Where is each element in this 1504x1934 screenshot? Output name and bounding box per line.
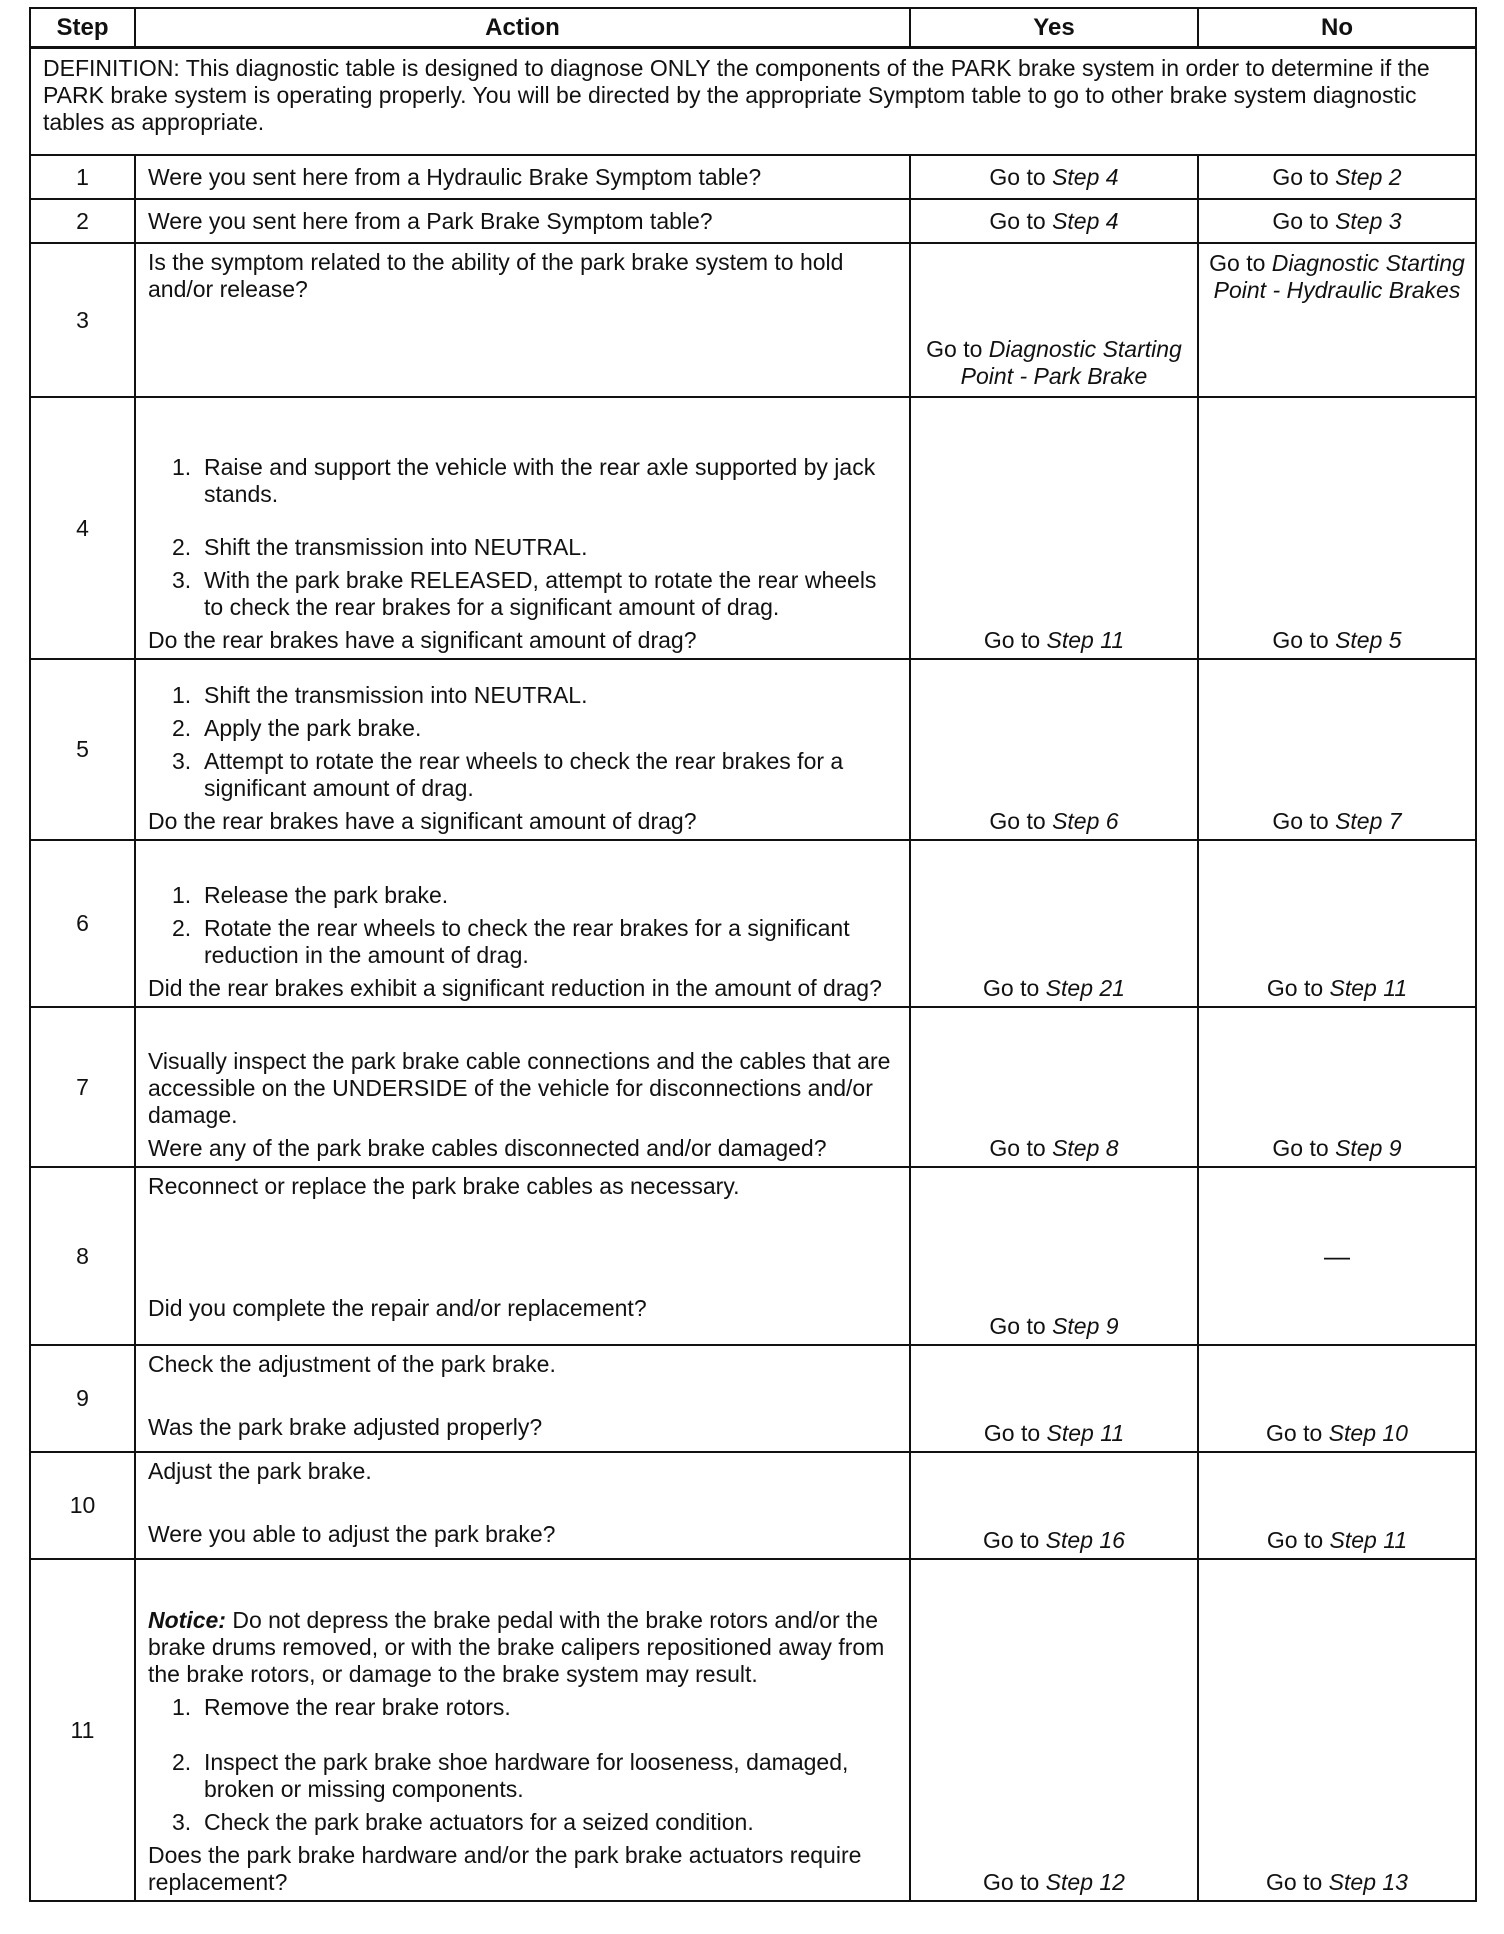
list-item bbox=[148, 715, 897, 742]
item-number: 3. bbox=[172, 748, 192, 774]
action-cell bbox=[135, 397, 910, 659]
no-target: Diagnostic Starting Point - Hydraulic Brakes bbox=[1213, 250, 1465, 303]
item-text: Remove the rear brake rotors. bbox=[204, 1694, 511, 1720]
action-question: Were you sent here from a Hydraulic Brake Symptom table? bbox=[135, 155, 910, 199]
list-item bbox=[148, 1749, 897, 1803]
step-number: 11 bbox=[30, 1559, 135, 1901]
step-number: 10 bbox=[30, 1452, 135, 1559]
action-question: Does the park brake hardware and/or the park brake actuators require replacement? bbox=[148, 1842, 862, 1895]
goto-prefix: Go to bbox=[1266, 975, 1330, 1001]
no-cell bbox=[1198, 659, 1476, 840]
header-yes: Yes bbox=[910, 8, 1198, 48]
no-cell: — bbox=[1198, 1167, 1476, 1345]
diagnostic-table bbox=[29, 7, 1477, 1902]
goto-prefix: Go to bbox=[1272, 207, 1336, 234]
action-question: Did you complete the repair and/or replacement? bbox=[148, 1295, 647, 1321]
item-text: Release the park brake. bbox=[204, 882, 449, 908]
goto-prefix: Go to bbox=[989, 163, 1053, 190]
step-number: 4 bbox=[30, 397, 135, 659]
no-cell bbox=[1198, 243, 1476, 397]
goto-prefix: Go to bbox=[983, 975, 1046, 1001]
procedure-list bbox=[148, 1694, 897, 1836]
goto-prefix: Go to bbox=[989, 1313, 1053, 1339]
goto-prefix: Go to bbox=[983, 1420, 1047, 1446]
yes-cell bbox=[910, 1345, 1198, 1452]
goto-prefix: Go to bbox=[989, 808, 1053, 834]
no-cell bbox=[1198, 1559, 1476, 1901]
no-cell bbox=[1198, 397, 1476, 659]
goto-prefix: Go to bbox=[983, 1527, 1046, 1553]
action-cell bbox=[135, 1345, 910, 1452]
item-number: 2. bbox=[172, 715, 192, 741]
table-row bbox=[30, 155, 1476, 199]
action-cell bbox=[135, 1452, 910, 1559]
table-row bbox=[30, 1452, 1476, 1559]
no-cell bbox=[1198, 840, 1476, 1007]
action-cell bbox=[135, 659, 910, 840]
goto-prefix: Go to bbox=[983, 627, 1047, 653]
action-text: Reconnect or replace the park brake cables as necessary. bbox=[148, 1173, 740, 1199]
item-number: 1. bbox=[172, 682, 192, 708]
table-row bbox=[30, 243, 1476, 397]
yes-cell bbox=[910, 243, 1198, 397]
item-text: Rotate the rear wheels to check the rear brakes for a significant reduction in the amount of drag. bbox=[204, 915, 850, 968]
step-number: 7 bbox=[30, 1007, 135, 1167]
step-number: 2 bbox=[30, 199, 135, 243]
yes-cell bbox=[910, 397, 1198, 659]
item-text: Apply the park brake. bbox=[204, 715, 422, 741]
list-item bbox=[148, 1694, 897, 1721]
yes-cell bbox=[910, 199, 1198, 243]
action-question: Was the park brake adjusted properly? bbox=[148, 1414, 543, 1440]
notice-block bbox=[148, 1607, 897, 1688]
goto-prefix: Go to bbox=[1209, 250, 1272, 276]
yes-cell bbox=[910, 840, 1198, 1007]
item-text: Check the park brake actuators for a seized condition. bbox=[204, 1809, 754, 1835]
step-number: 8 bbox=[30, 1167, 135, 1345]
item-number: 1. bbox=[172, 1694, 192, 1720]
no-cell bbox=[1198, 1452, 1476, 1559]
action-cell bbox=[135, 1167, 910, 1345]
procedure-list bbox=[148, 454, 897, 621]
item-text: Raise and support the vehicle with the rear axle supported by jack stands. bbox=[204, 454, 876, 507]
goto-prefix: Go to bbox=[989, 207, 1053, 234]
goto-prefix: Go to bbox=[1272, 808, 1336, 834]
yes-cell bbox=[910, 155, 1198, 199]
no-target: Step 7 bbox=[1335, 808, 1402, 834]
action-question: Were you sent here from a Park Brake Symptom table? bbox=[135, 199, 910, 243]
item-text: Shift the transmission into NEUTRAL. bbox=[204, 534, 588, 560]
action-cell bbox=[135, 840, 910, 1007]
list-item bbox=[148, 882, 897, 909]
list-item bbox=[148, 567, 897, 621]
action-question: Were any of the park brake cables disconnected and/or damaged? bbox=[148, 1135, 827, 1161]
yes-cell bbox=[910, 659, 1198, 840]
yes-target: Step 21 bbox=[1045, 975, 1125, 1001]
yes-target: Step 8 bbox=[1052, 1135, 1119, 1161]
action-question: Were you able to adjust the park brake? bbox=[148, 1521, 556, 1547]
procedure-list bbox=[148, 882, 897, 969]
no-cell bbox=[1198, 199, 1476, 243]
action-text: Check the adjustment of the park brake. bbox=[148, 1351, 556, 1377]
action-text: Adjust the park brake. bbox=[148, 1458, 372, 1484]
yes-target: Step 12 bbox=[1045, 1869, 1125, 1895]
header-no: No bbox=[1198, 8, 1476, 48]
table-row bbox=[30, 659, 1476, 840]
table-row bbox=[30, 1007, 1476, 1167]
step-number: 5 bbox=[30, 659, 135, 840]
goto-prefix: Go to bbox=[989, 1135, 1053, 1161]
no-cell bbox=[1198, 155, 1476, 199]
no-target: Step 10 bbox=[1328, 1420, 1408, 1446]
step-number: 9 bbox=[30, 1345, 135, 1452]
table-row bbox=[30, 1345, 1476, 1452]
item-text: Shift the transmission into NEUTRAL. bbox=[204, 682, 588, 708]
item-number: 1. bbox=[172, 454, 192, 480]
no-target: Step 5 bbox=[1335, 627, 1402, 653]
action-cell bbox=[135, 1007, 910, 1167]
action-cell bbox=[135, 1559, 910, 1901]
definition-row bbox=[30, 48, 1476, 156]
goto-prefix: Go to bbox=[1266, 1420, 1329, 1446]
yes-target: Step 16 bbox=[1045, 1527, 1125, 1553]
yes-cell bbox=[910, 1452, 1198, 1559]
diagnostic-table-sheet bbox=[29, 7, 1475, 1902]
action-question: Did the rear brakes exhibit a significant reduction in the amount of drag? bbox=[148, 975, 882, 1001]
step-number: 3 bbox=[30, 243, 135, 397]
item-number: 3. bbox=[172, 567, 192, 593]
goto-prefix: Go to bbox=[983, 1869, 1046, 1895]
goto-prefix: Go to bbox=[1266, 1527, 1330, 1553]
yes-target: Step 4 bbox=[1052, 207, 1119, 234]
table-row bbox=[30, 397, 1476, 659]
list-item bbox=[148, 682, 897, 709]
no-target: Step 2 bbox=[1335, 163, 1402, 190]
step-number: 1 bbox=[30, 155, 135, 199]
item-number: 2. bbox=[172, 915, 192, 941]
yes-cell bbox=[910, 1167, 1198, 1345]
item-text: Inspect the park brake shoe hardware for looseness, damaged, broken or missing components. bbox=[204, 1749, 849, 1802]
list-item bbox=[148, 1809, 897, 1836]
yes-cell bbox=[910, 1007, 1198, 1167]
goto-prefix: Go to bbox=[926, 336, 989, 362]
action-question: Do the rear brakes have a significant amount of drag? bbox=[148, 808, 697, 834]
action-question: Is the symptom related to the ability of the park brake system to hold and/or release? bbox=[135, 243, 910, 397]
step-number: 6 bbox=[30, 840, 135, 1007]
header-row bbox=[30, 8, 1476, 48]
goto-prefix: Go to bbox=[1266, 1869, 1329, 1895]
goto-prefix: Go to bbox=[1272, 163, 1336, 190]
yes-target: Step 9 bbox=[1052, 1313, 1119, 1339]
yes-target: Diagnostic Starting Point - Park Brake bbox=[960, 336, 1182, 389]
no-cell bbox=[1198, 1007, 1476, 1167]
table-row bbox=[30, 1167, 1476, 1345]
no-cell bbox=[1198, 1345, 1476, 1452]
item-number: 3. bbox=[172, 1809, 192, 1835]
action-text: Visually inspect the park brake cable connections and the cables that are accessible on the UNDERSIDE of the vehicle for disconnections and/or damage. bbox=[148, 1048, 891, 1128]
item-text: Attempt to rotate the rear wheels to check the rear brakes for a significant amount of drag. bbox=[204, 748, 844, 801]
header-step: Step bbox=[30, 8, 135, 48]
no-target: Step 3 bbox=[1335, 207, 1402, 234]
list-item bbox=[148, 454, 897, 508]
list-item bbox=[148, 748, 897, 802]
procedure-list bbox=[148, 682, 897, 802]
no-target: Step 9 bbox=[1335, 1135, 1402, 1161]
notice-label: Notice: bbox=[148, 1607, 226, 1633]
yes-target: Step 4 bbox=[1052, 163, 1119, 190]
yes-target: Step 11 bbox=[1046, 627, 1125, 653]
no-target: Step 11 bbox=[1329, 975, 1408, 1001]
list-item bbox=[148, 915, 897, 969]
item-number: 2. bbox=[172, 534, 192, 560]
yes-target: Step 6 bbox=[1052, 808, 1119, 834]
item-text: With the park brake RELEASED, attempt to rotate the rear wheels to check the rear brakes for a significant amount of drag. bbox=[204, 567, 877, 620]
table-row bbox=[30, 199, 1476, 243]
yes-target: Step 11 bbox=[1046, 1420, 1125, 1446]
no-target: Step 13 bbox=[1328, 1869, 1408, 1895]
table-row bbox=[30, 840, 1476, 1007]
goto-prefix: Go to bbox=[1272, 1135, 1336, 1161]
header-action: Action bbox=[135, 8, 910, 48]
item-number: 1. bbox=[172, 882, 192, 908]
no-target: Step 11 bbox=[1329, 1527, 1408, 1553]
action-question: Do the rear brakes have a significant amount of drag? bbox=[148, 627, 697, 653]
item-number: 2. bbox=[172, 1749, 192, 1775]
goto-prefix: Go to bbox=[1272, 627, 1336, 653]
notice-text: Do not depress the brake pedal with the brake rotors and/or the brake drums removed, or with the brake calipers repositioned away from the brake rotors, or damage to the brake system may result. bbox=[148, 1607, 885, 1687]
table-row bbox=[30, 1559, 1476, 1901]
list-item bbox=[148, 534, 897, 561]
yes-cell bbox=[910, 1559, 1198, 1901]
definition-text: DEFINITION: This diagnostic table is designed to diagnose ONLY the components of the PARK brake system in order to determine if the PARK brake system is operating properly. You will be directed by the appropriate Symptom table to go to other brake system diagnostic tables as appropriate. bbox=[30, 48, 1476, 156]
